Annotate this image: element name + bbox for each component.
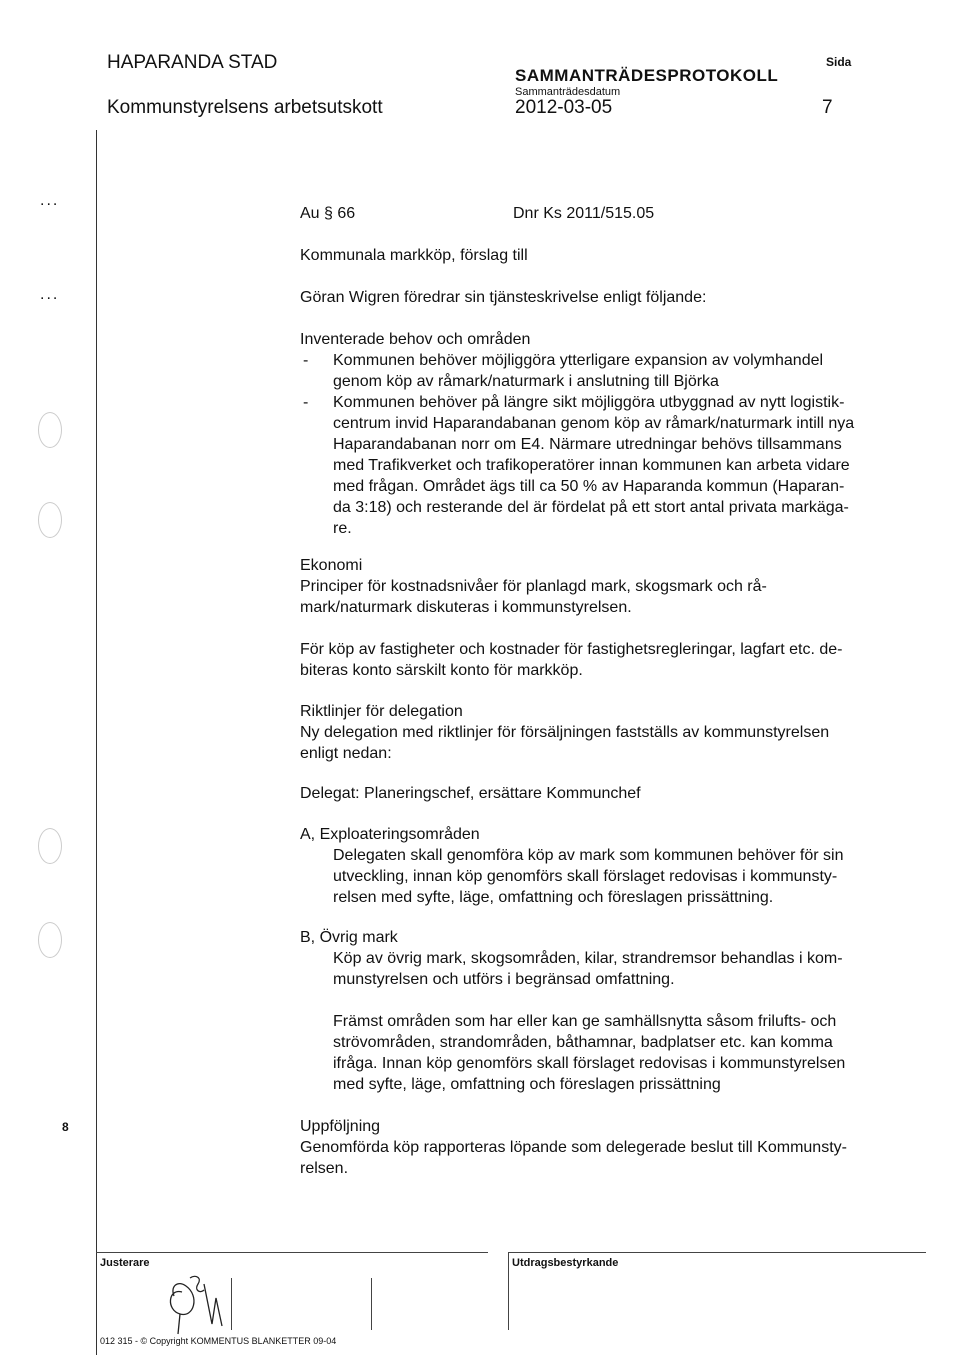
justerare-label: Justerare [100, 1257, 150, 1269]
followup-text: Genomförda köp rapporteras löpande som delegerade beslut till Kommunsty- [300, 1139, 847, 1156]
economy-text: Principer för kostnadsnivåer för planlagd mark, skogsmark och rå- [300, 578, 767, 595]
delegation-text: Ny delegation med riktlinjer för försäljningen fastställs av kommunstyrelsen [300, 724, 830, 741]
signature-divider [508, 1252, 509, 1330]
section-a-text: relsen med syfte, läge, omfattning och föreslagen prissättning. [333, 889, 774, 906]
section-b-text: ifråga. Innan köp genomförs skall förslaget redovisas i kommunstyrelsen [333, 1055, 846, 1072]
bullet-dash: - [303, 394, 309, 411]
economy-text: För köp av fastigheter och kostnader för fastighetsregleringar, lagfart etc. de- [300, 641, 843, 658]
meeting-date: 2012-03-05 [515, 97, 613, 118]
delegate-text: Delegat: Planeringschef, ersättare Kommunchef [300, 785, 641, 802]
bullet1-line: Kommunen behöver möjliggöra ytterligare expansion av volymhandel [333, 352, 824, 369]
section-a-heading: A, Exploateringsområden [300, 826, 480, 843]
section-b-text: Främst områden som har eller kan ge samhällsnytta såsom frilufts- och [333, 1013, 837, 1030]
inventory-heading: Inventerade behov och områden [300, 331, 531, 348]
economy-text: mark/naturmark diskuteras i kommunstyrelsen. [300, 599, 632, 616]
section-b-text: Köp av övrig mark, skogsområden, kilar, strandremsor behandlas i kom- [333, 950, 843, 967]
bullet2-line: re. [333, 520, 352, 537]
section-b-text: munstyrelsen och utförs i begränsad omfattning. [333, 971, 675, 988]
bullet2-line: med frågan. Området ägs till ca 50 % av Haparanda kommun (Haparan- [333, 478, 845, 495]
signature-divider [371, 1278, 372, 1330]
margin-dots-mid: ... [40, 286, 60, 303]
bullet-dash: - [303, 352, 309, 369]
bullet2-line: med Trafikverket och trafikoperatörer innan kommunen kan arbeta vidare [333, 457, 850, 474]
footer-rule-right [508, 1252, 926, 1253]
punch-hole-icon [38, 412, 62, 448]
punch-hole-icon [38, 502, 62, 538]
margin-rule [96, 130, 97, 1355]
economy-text: biteras konto särskilt konto för markköp. [300, 662, 583, 679]
case-title: Kommunala markköp, förslag till [300, 247, 528, 264]
copyright-text: 012 315 - © Copyright KOMMENTUS BLANKETTER 09-04 [100, 1336, 337, 1346]
intro-text: Göran Wigren föredrar sin tjänsteskrivelse enligt följande: [300, 289, 707, 306]
bullet2-line: Kommunen behöver på längre sikt möjliggöra utbyggnad av nytt logistik- [333, 394, 845, 411]
section-a-text: Delegaten skall genomföra köp av mark som kommunen behöver för sin [333, 847, 844, 864]
section-b-heading: B, Övrig mark [300, 929, 398, 946]
section-b-text: strövområden, strandområden, båthamnar, badplatser etc. kan komma [333, 1034, 833, 1051]
followup-text: relsen. [300, 1160, 349, 1177]
delegation-text: enligt nedan: [300, 745, 392, 762]
bullet2-line: centrum invid Haparandabanan genom köp av råmark/naturmark intill nya [333, 415, 855, 432]
bullet1-line: genom köp av råmark/naturmark i anslutning till Björka [333, 373, 719, 390]
dnr: Dnr Ks 2011/515.05 [513, 205, 655, 222]
bullet2-line: Haparandabanan norr om E4. Närmare utredningar behövs tillsammans [333, 436, 842, 453]
margin-number: 8 [62, 1120, 69, 1134]
extract-label: Utdragsbestyrkande [512, 1257, 619, 1269]
margin-dots-top: ... [40, 192, 60, 209]
document-type: SAMMANTRÄDESPROTOKOLL [515, 66, 779, 85]
punch-hole-icon [38, 828, 62, 864]
followup-heading: Uppföljning [300, 1118, 381, 1135]
signature-divider [231, 1278, 232, 1330]
bullet2-line: da 3:18) och resterande del är fördelat på ett stort antal privata markäga- [333, 499, 849, 516]
footer-rule-left [96, 1252, 488, 1253]
organization-name: HAPARANDA STAD [107, 52, 278, 73]
handwritten-signature-icon [160, 1262, 230, 1338]
committee-name: Kommunstyrelsens arbetsutskott [107, 97, 383, 118]
paragraph-number: Au § 66 [300, 205, 356, 222]
section-b-text: med syfte, läge, omfattning och föreslagen prissättning [333, 1076, 721, 1093]
delegation-heading: Riktlinjer för delegation [300, 703, 463, 720]
page-label: Sida [826, 55, 852, 69]
economy-heading: Ekonomi [300, 557, 363, 574]
punch-hole-icon [38, 922, 62, 958]
page-number: 7 [822, 97, 833, 118]
section-a-text: utveckling, innan köp genomförs skall förslaget redovisas i kommunsty- [333, 868, 838, 885]
date-label: Sammanträdesdatum [515, 86, 621, 98]
